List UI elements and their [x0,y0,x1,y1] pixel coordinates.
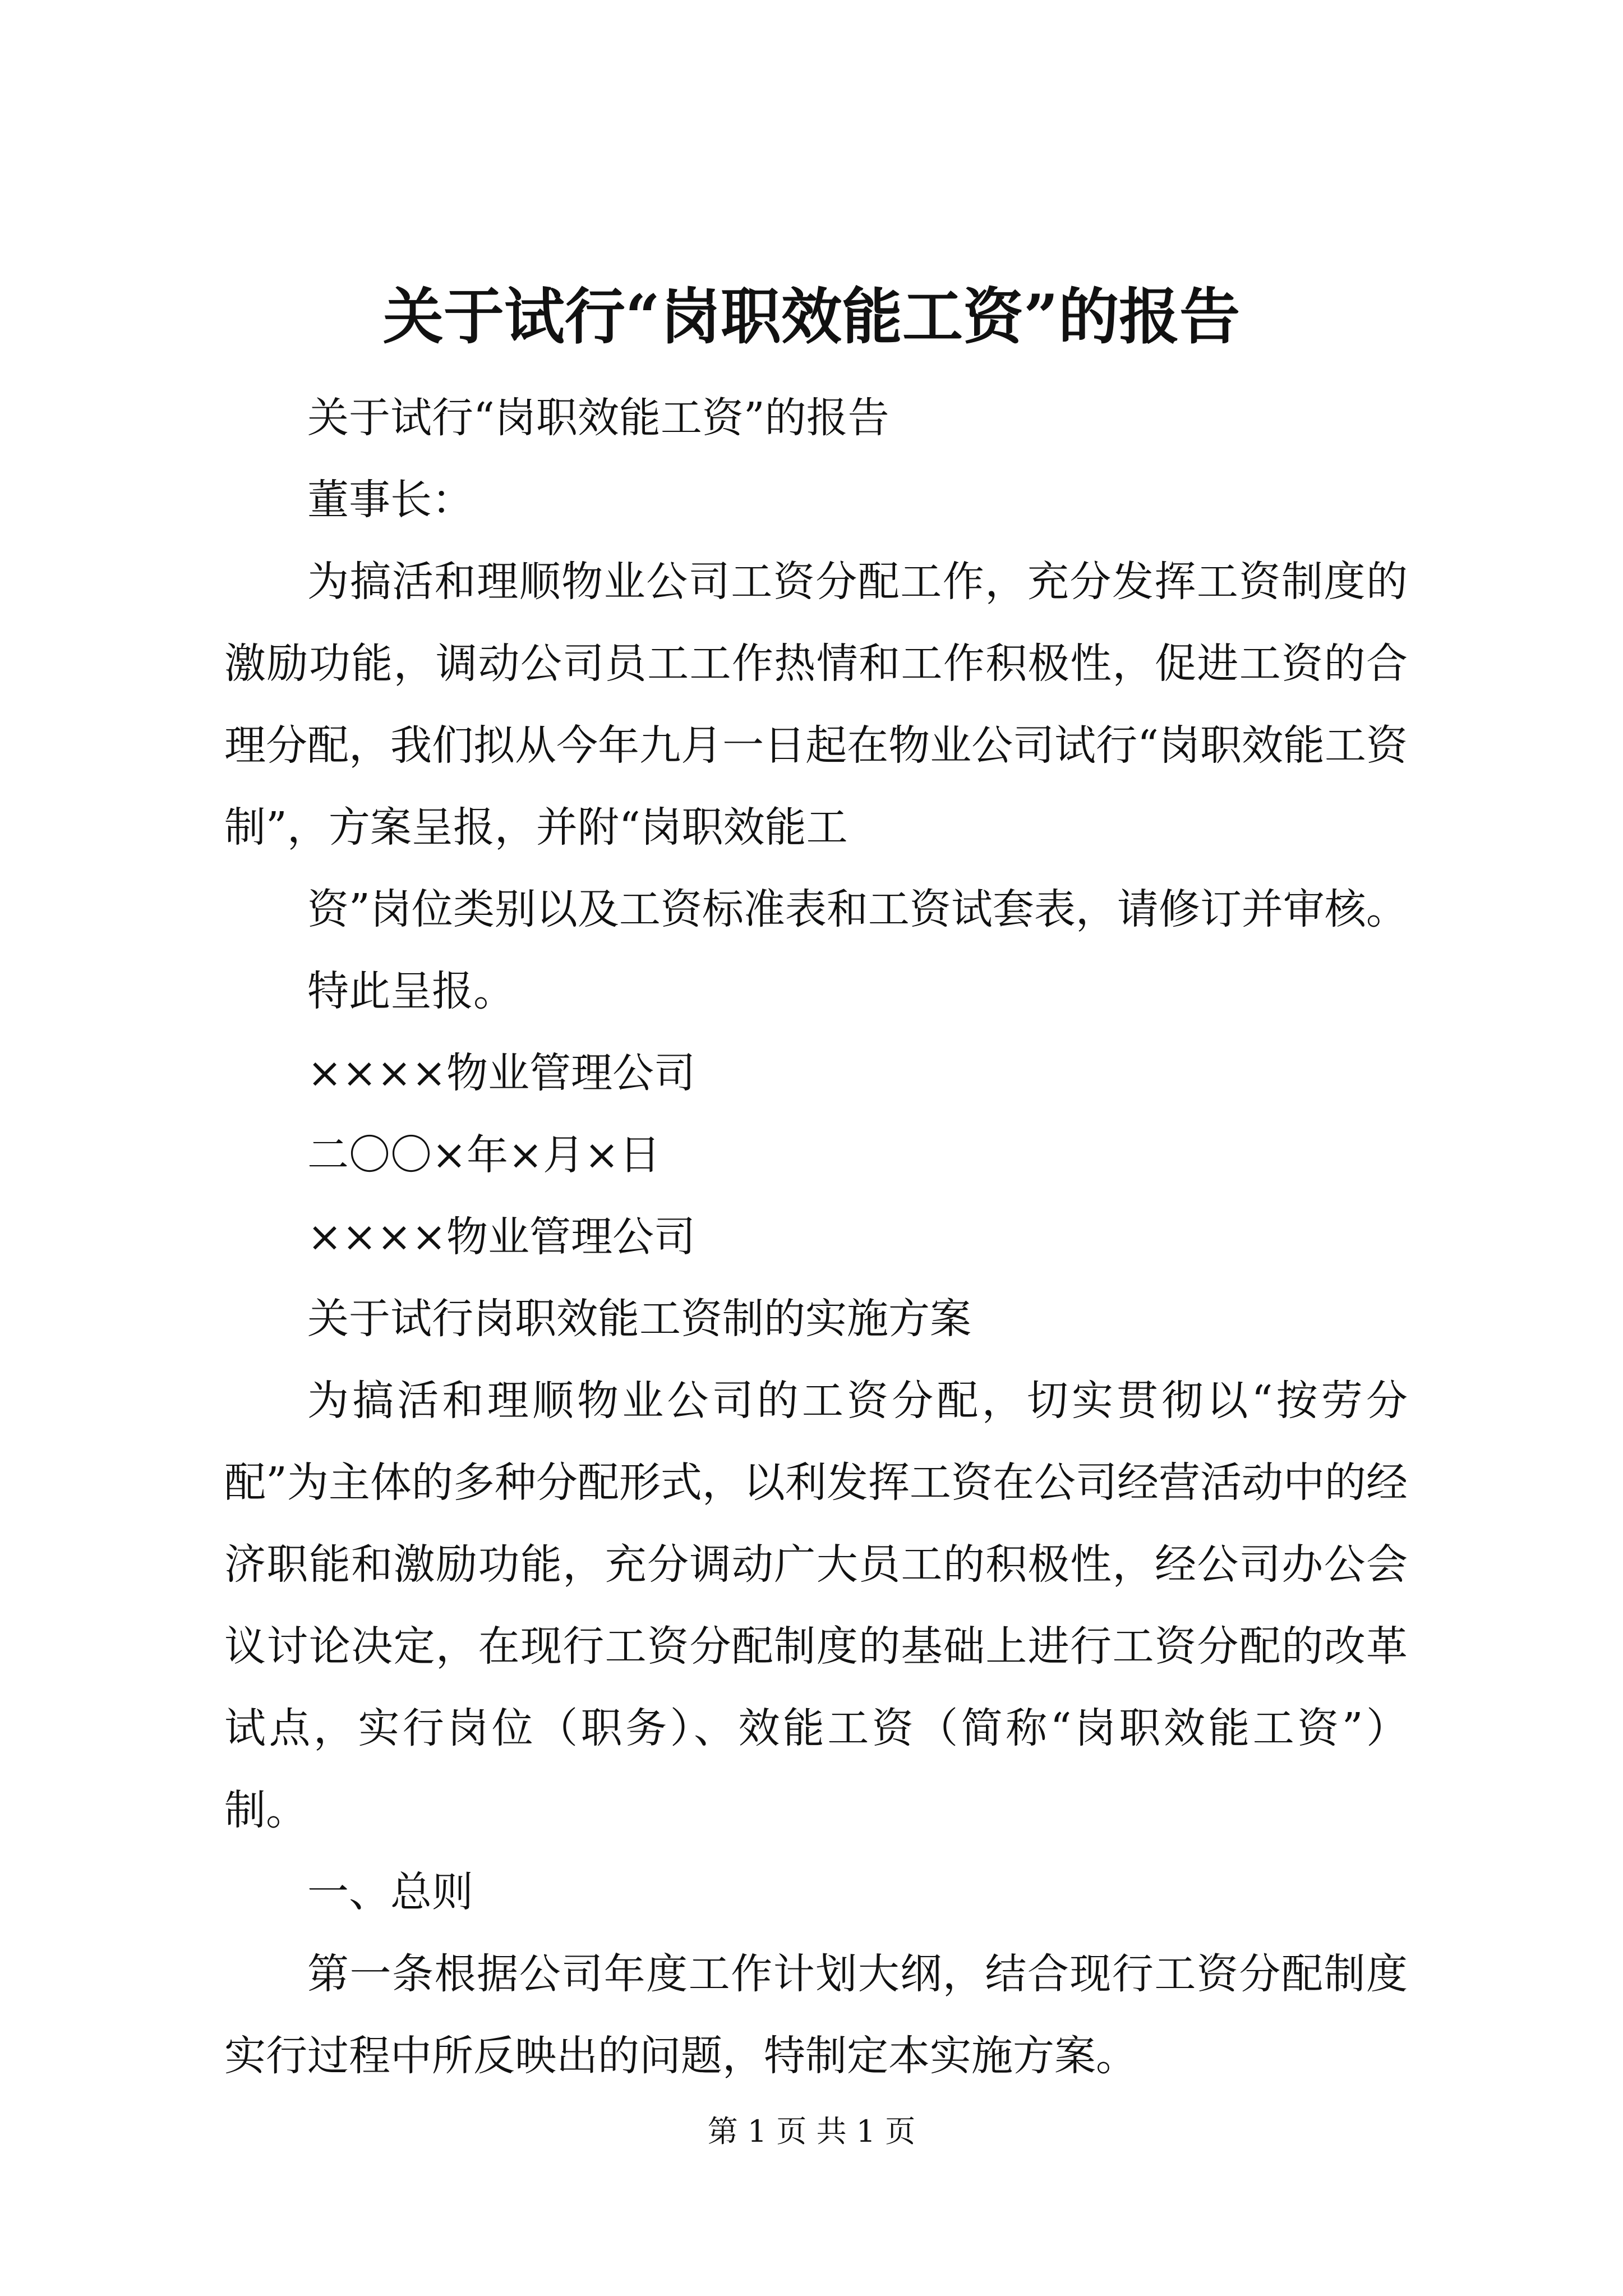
paragraph-signature-date: 二〇〇×年×月×日 [307,1131,661,1179]
paragraph-salutation: 董事长： [307,476,473,524]
document-body [224,377,1408,2097]
document-title: 关于试行“岗职效能工资”的报告 [382,282,1241,352]
page-footer: 第 1 页 共 1 页 [707,2114,916,2149]
paragraph-company: ××××物业管理公司 [307,1213,696,1261]
paragraph-signature-company: ××××物业管理公司 [307,1049,696,1097]
paragraph-intro: 为搞活和理顺物业公司工资分配工作，充分发挥工资制度的激励功能，调动公司员工工作热情和工作积极性，促进工资的合理分配，我们拟从今年九月一日起在物业公司试行“岗职效能工资制”，方案呈报，并附“岗职效能工 [224,558,1408,852]
paragraph-subtitle: 关于试行“岗职效能工资”的报告 [307,394,889,442]
paragraph-plan-intro: 为搞活和理顺物业公司的工资分配，切实贯彻以“按劳分配”为主体的多种分配形式，以利发挥工资在公司经营活动中的经济职能和激励功能，充分调动广大员工的积极性，经公司办公会议讨论决定，在现行工资分配制度的基础上进行工资分配的改革试点，实行岗位（职务）、效能工资（简称“岗职效能工资”）制。 [224,1377,1408,1834]
paragraph-plan-title: 关于试行岗职效能工资制的实施方案 [307,1295,971,1343]
paragraph-article-1: 第一条根据公司年度工作计划大纲，结合现行工资分配制度实行过程中所反映出的问题，特制定本实施方案。 [224,1950,1408,2080]
paragraph-section-heading: 一、总则 [307,1868,473,1916]
paragraph-attachments: 资”岗位类别以及工资标准表和工资试套表，请修订并审核。 [307,885,1408,933]
paragraph-closing: 特此呈报。 [307,967,515,1015]
